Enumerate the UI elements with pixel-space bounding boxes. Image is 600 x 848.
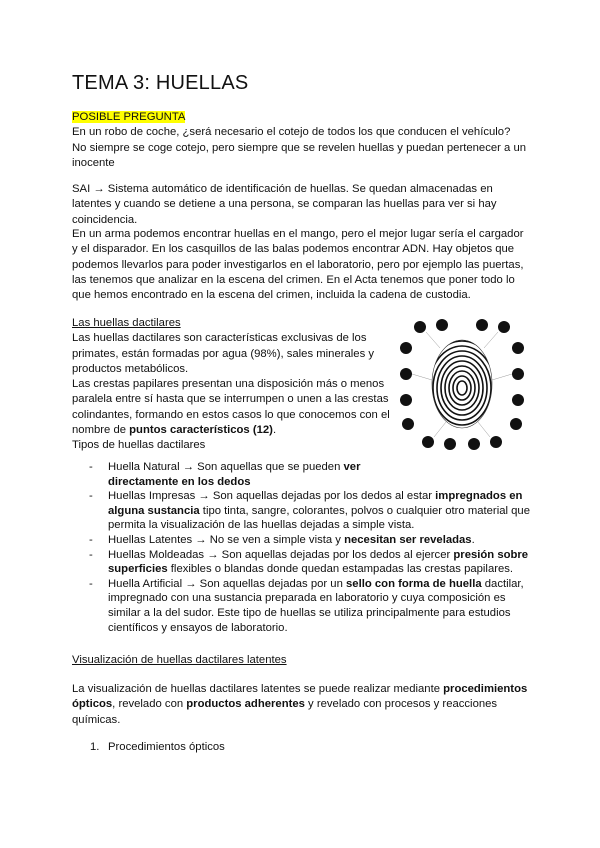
list-item: - Huellas Latentes → No se ven a simple vista y necesitan ser reveladas.: [89, 533, 475, 546]
tipos-heading: Tipos de huellas dactilares: [72, 439, 206, 452]
question-label: POSIBLE PREGUNTA: [72, 111, 186, 123]
minutiae-thumbnails: [400, 319, 524, 450]
list-item: - Huella Artificial → Son aquellas dejadas por un sello con forma de huella dactilar, impregnado con una sustancia preparada en laboratorio y cuya composición es similar a la del sudor. Este tipo de huellas se utiliza principalmente para estudios científicos y ensayos de laboratorio.: [89, 577, 524, 634]
list-item: - Huellas Impresas → Son aquellas dejadas por los dedos al estar impregnados en alguna sustancia tipo tinta, sangre, colorantes, polvos o cualquier otro material que permita la visualización de las huellas dejadas a simple vista.: [89, 490, 530, 532]
fingerprint-types-figure: [398, 318, 526, 453]
dactilares-p1: Las huellas dactilares son características exclusivas de los primates, están formadas por agua (98%), sales minerales y productos metabólicos.: [72, 332, 375, 375]
fingerprint-icon: [425, 341, 499, 435]
visualizacion-heading: Visualización de huellas dactilares latentes: [72, 654, 287, 666]
page-title: TEMA 3: HUELLAS: [72, 72, 249, 94]
question-block: [72, 110, 532, 171]
list-text: Procedimientos ópticos: [108, 741, 225, 753]
tipos-list: [72, 460, 532, 635]
dactilares-section: [72, 316, 394, 454]
list-number: 1.: [90, 741, 100, 753]
question-line-1: En un robo de coche, ¿será necesario el cotejo de todos los que conducen el vehículo?: [72, 126, 511, 139]
arma-paragraph: En un arma podemos encontrar huellas en el mango, pero el mejor lugar sería el cargador y el disparador. En los casquillos de las balas podemos encontrar ADN. Hay objetos que podemos llevarlos para poder investigarlos en el laboratorio, pero por ejemplo las puertas, las tenemos que analizar en la escena del crimen. En el Acta tenemos que poner todo lo que hemos encontrado en la escena del crimen, incluida la cadena de custodia.: [72, 228, 524, 302]
question-line-2: No siempre se coge cotejo, pero siempre que se revelen huellas y puedan pertenecer a un inocente: [72, 141, 527, 169]
dactilares-p2: Las crestas papilares presentan una disposición más o menos paralela entre sí hasta que se interrumpen o unen a las crestas colindantes, formando en estos casos lo que conocemos con el nombre de puntos característicos (12).: [72, 378, 390, 437]
list-item: - Huella Natural → Son aquellas que se pueden ver directamente en los dedos: [89, 461, 361, 488]
dactilares-heading: Las huellas dactilares: [72, 317, 181, 329]
list-item: - Huellas Moldeadas → Son aquellas dejadas por los dedos al ejercer presión sobre superficies flexibles o blandas donde quedan estampadas las crestas papilares.: [89, 548, 529, 576]
visualizacion-paragraph: La visualización de huellas dactilares latentes se puede realizar mediante procedimientos ópticos, revelado con productos adherentes y revelado con procesos y reacciones químicas.: [72, 683, 528, 726]
sai-paragraph: SAI → Sistema automático de identificación de huellas. Se quedan almacenadas en latentes y cuando se detiene a una persona, se comparan las huellas para ver si hay coincidencia.: [72, 183, 497, 226]
